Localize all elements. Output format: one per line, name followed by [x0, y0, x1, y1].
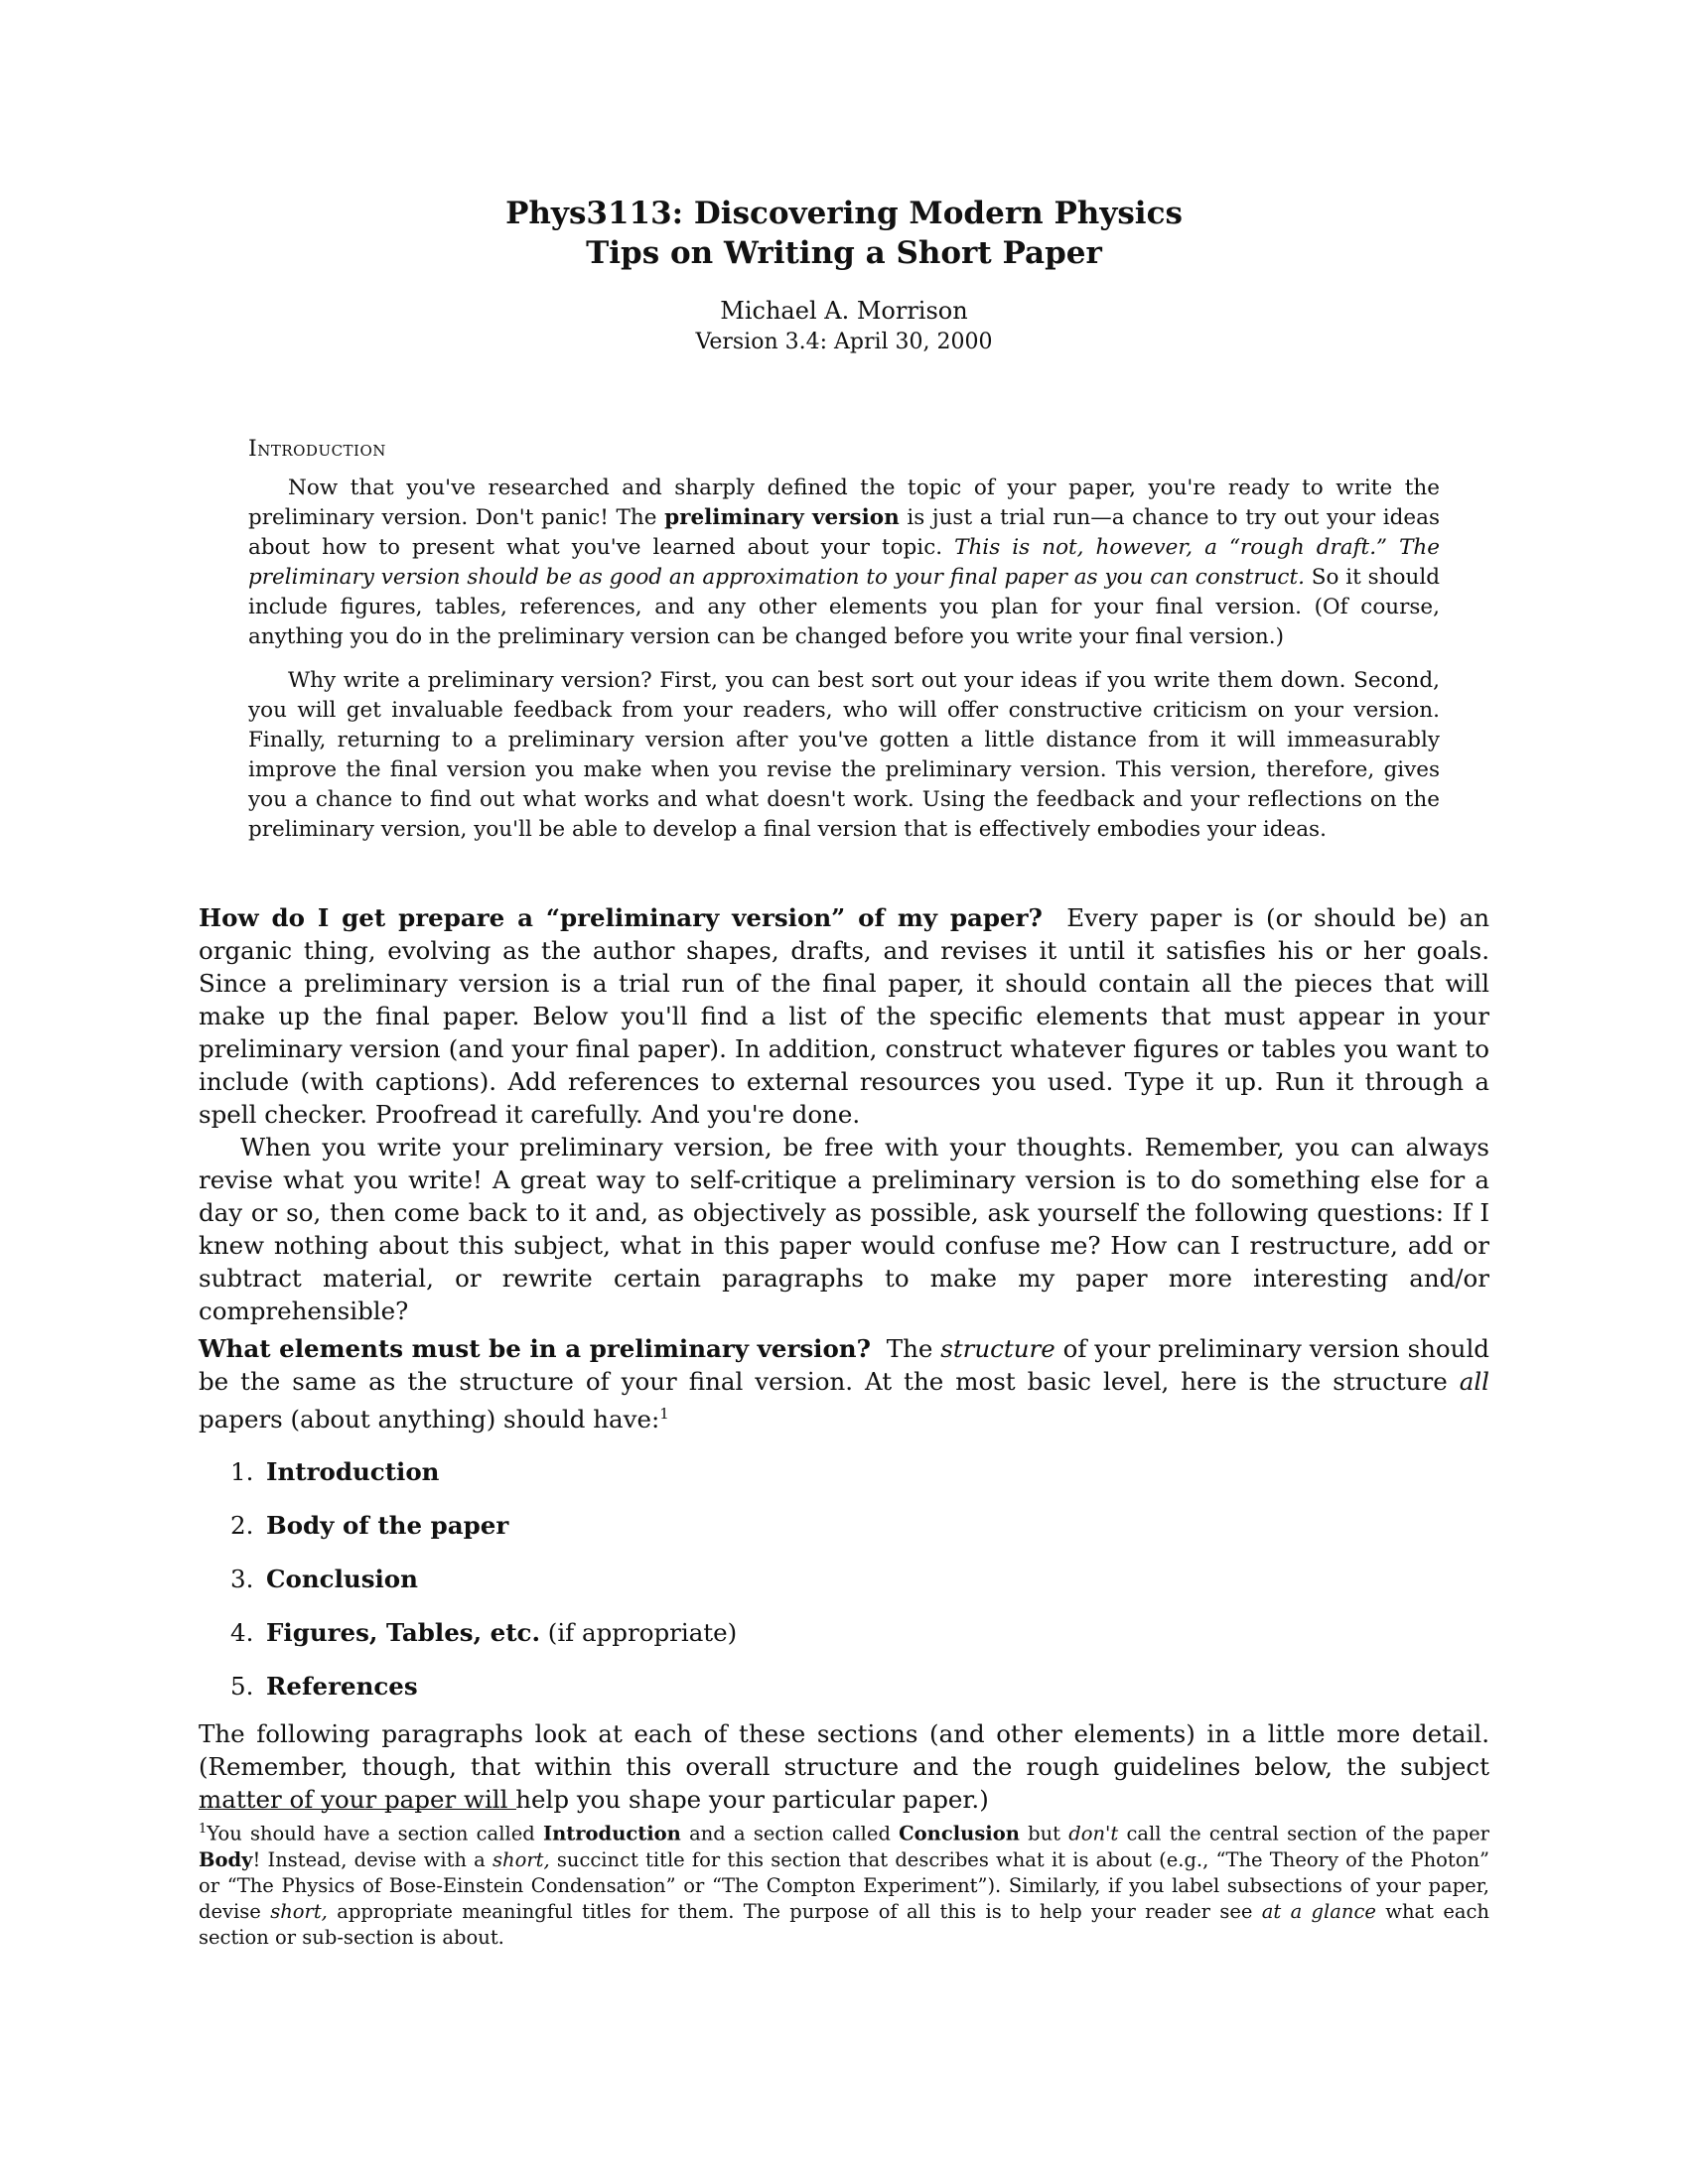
- list-item: [230, 1509, 1489, 1543]
- introduction-heading: Introduction: [248, 437, 386, 462]
- text-run: succinct title for this section that describes what it is about (e.g., “The Theory of the Photon” or “The Physics of Bose-Einstein Condensation” or “The Compton Experiment”). Similarly, if you label subsections of your paper, devise: [199, 1847, 1489, 1923]
- list-item: [230, 1455, 1489, 1489]
- bold-term: Conclusion: [899, 1822, 1020, 1845]
- bold-term: Body: [199, 1847, 253, 1871]
- italic-emphasis: structure: [940, 1334, 1055, 1363]
- italic-emphasis: This is not, however, a “rough draft.” The preliminary version should be as good an approximation to your final paper as you can construct.: [248, 535, 1440, 590]
- list-number: 3.: [230, 1565, 254, 1594]
- list-number: 5.: [230, 1672, 254, 1702]
- italic-emphasis: don't: [1068, 1822, 1119, 1845]
- list-item: [230, 1670, 1489, 1704]
- list-number: 2.: [230, 1511, 254, 1541]
- introduction-paragraph-2: Why write a preliminary version? First, you can best sort out your ideas if you write them down. Second, you will get invaluable feedback from your readers, who will offer constructive criticism on your version. Finally, returning to a preliminary version after you've gotten a little distance from it will immeasurably improve the final version you make when you revise the preliminary version. This version, therefore, gives you a chance to find out what works and what doesn't work. Using the feedback and your reflections on the preliminary version, you'll be able to develop a final version that is effectively embodies your ideas.: [248, 668, 1440, 842]
- italic-emphasis: short,: [270, 1899, 328, 1923]
- list-label: References: [266, 1672, 418, 1702]
- author-name: Michael A. Morrison: [720, 297, 968, 325]
- text-run: appropriate meaningful titles for them. The purpose of all this is to help your reader see: [327, 1899, 1262, 1923]
- introduction-paragraph-1: [248, 474, 1440, 652]
- text-run: call the central section of the paper: [1118, 1822, 1489, 1845]
- text-run: ! Instead, devise with a: [252, 1847, 493, 1871]
- bold-term: Introduction: [542, 1822, 681, 1845]
- text-run: but: [1019, 1822, 1069, 1845]
- text-run: So it should include figures, tables, references, and any other elements you plan for your final version. (Of course, anything you do in the preliminary version can be changed before you write your final version.): [248, 565, 1440, 649]
- italic-emphasis: short,: [492, 1847, 550, 1871]
- text-run: You should have a section called: [207, 1822, 543, 1845]
- followup-paragraph: The following paragraphs look at each of these sections (and other elements) in a little more detail. (Remember, though, that within this overall structure and the rough guidelines below, the subject matter of your paper will help you shape your particular paper.): [199, 1719, 1489, 1814]
- section-paragraph: [199, 1332, 1489, 1435]
- text-run: of your preliminary version should be the same as the structure of your final version. At the most basic level, here is the structure: [199, 1334, 1489, 1396]
- list-note: (if appropriate): [539, 1618, 738, 1648]
- footnote-number: 1: [199, 1822, 208, 1837]
- bold-term: preliminary version: [664, 505, 900, 530]
- text-run: The: [886, 1334, 941, 1363]
- title-block: [0, 194, 1688, 358]
- italic-emphasis: at a glance: [1261, 1899, 1376, 1923]
- text-run: is just a trial run—a chance to try out your ideas about how to present what you've learned about your topic.: [248, 505, 1440, 560]
- text-run: and a section called: [680, 1822, 900, 1845]
- list-item: [230, 1616, 1489, 1650]
- footnote: [199, 1817, 1489, 1951]
- section-heading: What elements must be in a preliminary version?: [199, 1334, 871, 1363]
- list-number: 1.: [230, 1457, 254, 1487]
- footnote-marker[interactable]: 1: [659, 1405, 669, 1423]
- list-number: 4.: [230, 1618, 254, 1648]
- list-label: Figures, Tables, etc.: [266, 1618, 540, 1648]
- list-item: [230, 1563, 1489, 1596]
- section-heading: How do I get prepare a “preliminary version” of my paper?: [199, 903, 1043, 932]
- text-run: what each section or sub-section is about.: [199, 1899, 1489, 1949]
- italic-emphasis: all: [1459, 1367, 1489, 1396]
- list-label: Body of the paper: [266, 1511, 509, 1541]
- footnote-divider: [199, 1809, 516, 1810]
- document-title: Tips on Writing a Short Paper: [586, 235, 1102, 271]
- list-label: Conclusion: [266, 1565, 418, 1594]
- text-run: Every paper is (or should be) an organic thing, evolving as the author shapes, drafts, and revises it until it satisfies his or her goals. Since a preliminary version is a trial run of the final paper, it should contain all the pieces that will make up the final paper. Below you'll find a list of the specific elements that must appear in your preliminary version (and your final paper). In addition, construct whatever figures or tables you want to include (with captions). Add references to external resources you used. Type it up. Run it through a spell checker. Proofread it carefully. And you're done.: [199, 903, 1489, 1129]
- section-preparing: [199, 901, 1489, 1327]
- section-paragraph-1: [199, 901, 1489, 1131]
- introduction-section: [248, 437, 1440, 845]
- section-elements: [199, 1332, 1489, 1723]
- text-run: Now that you've researched and sharply defined the topic of your paper, you're ready to write the preliminary version. Don't panic! The: [248, 476, 1440, 530]
- structure-list: [230, 1455, 1489, 1704]
- section-paragraph-2: When you write your preliminary version, be free with your thoughts. Remember, you can always revise what you write! A great way to self-critique a preliminary version is to do something else for a day or so, then come back to it and, as objectively as possible, ask yourself the following questions: If I knew nothing about this subject, what in this paper would confuse me? How can I restructure, add or subtract material, or rewrite certain paragraphs to make my paper more interesting and/or comprehensible?: [199, 1133, 1489, 1325]
- text-run: papers (about anything) should have:: [199, 1405, 660, 1434]
- list-label: Introduction: [266, 1457, 440, 1487]
- section-elements-followup: [199, 1717, 1489, 1816]
- course-title: Phys3113: Discovering Modern Physics: [505, 196, 1183, 231]
- version-date: Version 3.4: April 30, 2000: [695, 330, 993, 354]
